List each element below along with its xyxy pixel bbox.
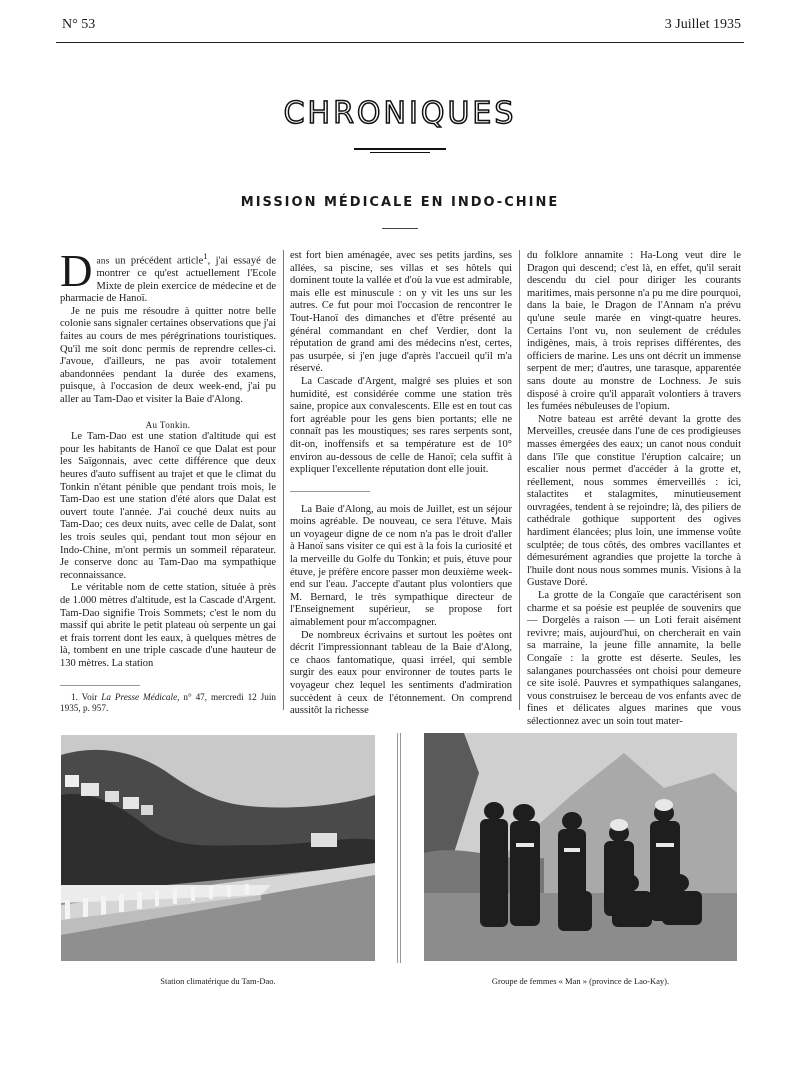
subheading: Au Tonkin. [145, 419, 191, 430]
drop-cap: D [60, 246, 93, 296]
column-3 [527, 250, 741, 729]
photo-tam-dao [61, 735, 375, 961]
footnote-journal: La Presse Médicale [101, 691, 178, 702]
paragraph: La Baie d'Along, au mois de Juillet, est un séjour moins agréable. De nouveau, ce sera l'étuve. Mais un voyageur digne de ce nom n'a pas le droit d'aller à Hanoï sans visiter ce qui est à la fois la curiosité et la merveille du Golfe du Tonkin; et puis, étuve pour étuve, je préfère encore passer mon deuxième week-end sur l'eau. J'accepte d'autant plus volontiers que M. Bernard, le très sympathique directeur de l'Enseignement supérieur, se propose fort aimablement pour m'accompagner. [290, 503, 512, 629]
header-rule [56, 42, 744, 43]
issue-number: N° 53 [62, 17, 96, 32]
paragraph: Le Tam-Dao est une station d'altitude qui est pour les habitants de Hanoï ce que Dalat est pour les Saïgonnais, avec cette différence que deux heures d'auto suffisent au trajet et que le climat du Tonkin n'étant pénible que pendant trois mois, le Tam-Dao est une station d'été alors que Dalat est ouvert toute l'année. J'ai couché deux nuits au Tam-Dao; ces deux nuits, avec celle de Dalat, sont les trois seules qui, pendant tout mon séjour en Indo-Chine, m'ont permis un sommeil réparateur. Je conserve donc au Tam-Dao ma sympathique reconnaissance. [60, 431, 276, 581]
paragraph: est fort bien aménagée, avec ses petits jardins, ses allées, sa piscine, ses villas et ses hôtels qui dominent toute la vallée et d'où la vue est admirable, mais elle est minuscule : on y vit les uns sur les autres. Ce fut pour moi l'occasion de rencontrer le Tout-Hanoï des dimanches et d'être présenté au général commandant en chef Verdier, dont la réputation de grand ami des médecins n'est, certes, pas usurpée, si j'en juge d'après l'accueil qu'il m'a réservé. [290, 250, 512, 375]
column-divider [283, 250, 284, 710]
issue-date: 3 Juillet 1935 [664, 17, 741, 32]
column-1 [60, 246, 276, 714]
section-rule [354, 148, 446, 150]
section-rule-thin [370, 152, 430, 153]
paragraph-text: un précédent article [109, 255, 204, 267]
photo-divider [397, 733, 401, 963]
section-title: CHRONIQUES [283, 96, 517, 131]
column-divider [519, 250, 520, 710]
caption-right: Groupe de femmes « Man » (province de Lao-Kay). [491, 976, 670, 986]
footnote-rule [60, 685, 140, 686]
photo-groupe-femmes [424, 733, 737, 961]
small-caps-text: ans [96, 255, 110, 266]
paragraph: La Cascade d'Argent, malgré ses pluies et son humidité, est considérée comme une station très saine, propice aux convalescents. Elle est en tout cas fort agréable pour les gens bien portants; elle ne connaît pas les moustiques; ses rares serpents sont, dit-on, inoffensifs et sa température est de 10° environ au-dessous de celle de Hanoï; cela suffit à expliquer l'excellente réputation dont elle jouit. [290, 375, 512, 476]
paragraph [60, 246, 276, 306]
paragraph-text: , j'ai essayé de montrer ce qu'est actuellement l'Ecole Mixte de plein exercice de médecine et de pharmacie de Hanoï. [60, 255, 276, 305]
footnote-ref: 1 [203, 251, 208, 261]
paragraph: Notre bateau est arrêté devant la grotte des Merveilles, creusée dans l'une de ces prodigieuses masses émergées des eaux; un canot nous conduit dans l'île que constitue l'éruption calcaire; un escalier nous permet d'accéder à la grotte et, réellement, nous sommes émerveillés : ici, stalactites et stalagmites, minutieusement ouvragées, tendent à se rejoindre; là, des piliers de cathédrale gothique supportent des ogives hardiment élancées; plus loin, une immense voûte sculptée; de tous côtés, des ombres vacillantes et démesurément agrandies que projette la torche à l'huile dont nous nous sommes munis. Visions à la Gustave Doré. [527, 413, 741, 589]
article-title: MISSION MÉDICALE EN INDO-CHINE [240, 195, 560, 210]
paragraph: La grotte de la Congaïe que caractérisent son charme et sa poésie est peuplée de souvenirs que — Dorgelès a raison — un Loti ferait aisément revivre; mais, aujourd'hui, on chercherait en vain sa marraine, la jeune fille annamite, la belle Congaïe : la grotte est déserte. Seules, les salanganes pourchassées ont choisi pour demeure ce site isolé. Pauvres et sympathiques salanganes, vous construisez le berceau de vos enfants avec de fines et délicates algues marines que vous sélectionnez avec un soin tout mater- [527, 590, 741, 727]
paragraph: Je ne puis me résoudre à quitter notre belle colonie sans signaler certaines observations que j'ai faites au cours de mes pérégrinations touristiques. Qu'il me soit donc permis de reprendre celles-ci. J'avoue, d'ailleurs, ne pas avoir totalement abandonnées pendant la durée des examens, puisque, à l'occasion de deux week-end, j'ai pu aller au Tam-Dao et visiter la Baie d'Along. [60, 305, 276, 406]
column-2 [290, 250, 512, 718]
paragraph: du folklore annamite : Ha-Long veut dire le Dragon qui descend; c'est là, en effet, qu'il serait descendu du ciel pour diriger les courants maritimes, mais personne n'a pu me dire pourquoi, dans la baie, le Dragon de l'Annam n'a prévu qu'une seule marée en vingt-quatre heures. Certains l'ont vu, non seulement de crédules indigènes, mais, à trois reprises différentes, des officiers de marine. Les uns ont décrit un immense serpent de mer; d'autres, une tarasque, apparentée sans doute au monstre de Lochness. Je suis disposé à croire qu'il apparaît volontiers à travers les fumées nébuleuses de l'opium. [527, 250, 741, 413]
title-rule [382, 228, 418, 229]
footnote [60, 692, 276, 714]
paragraph: De nombreux écrivains et surtout les poètes ont décrit l'impressionnant tableau de la Baie d'Along, ce chaos fantomatique, quasi irréel, qui semble surgir des eaux pour environner de toutes parts le voyageur chez lequel les sentiments d'admiration succèdent à ceux de l'étonnement. On comprend aussitôt la richesse [290, 629, 512, 717]
paragraph: Le véritable nom de cette station, située à près de 1.000 mètres d'altitude, est la Cascade d'Argent. Tam-Dao signifie Trois Sommets; c'est le nom du massif qui abrite le petit plateau où serpente un gai et frais torrent dont les eaux, à quelques mètres de là, tombent en une triple cascade d'une hauteur de 130 mètres. La station [60, 582, 276, 669]
footnote-text: 1. Voir [71, 691, 102, 702]
caption-left: Station climatérique du Tam-Dao. [160, 976, 276, 986]
footnote-text: , n° 47, mercredi 12 Juin 1935, p. 957. [60, 691, 276, 713]
section-separator [290, 491, 370, 492]
